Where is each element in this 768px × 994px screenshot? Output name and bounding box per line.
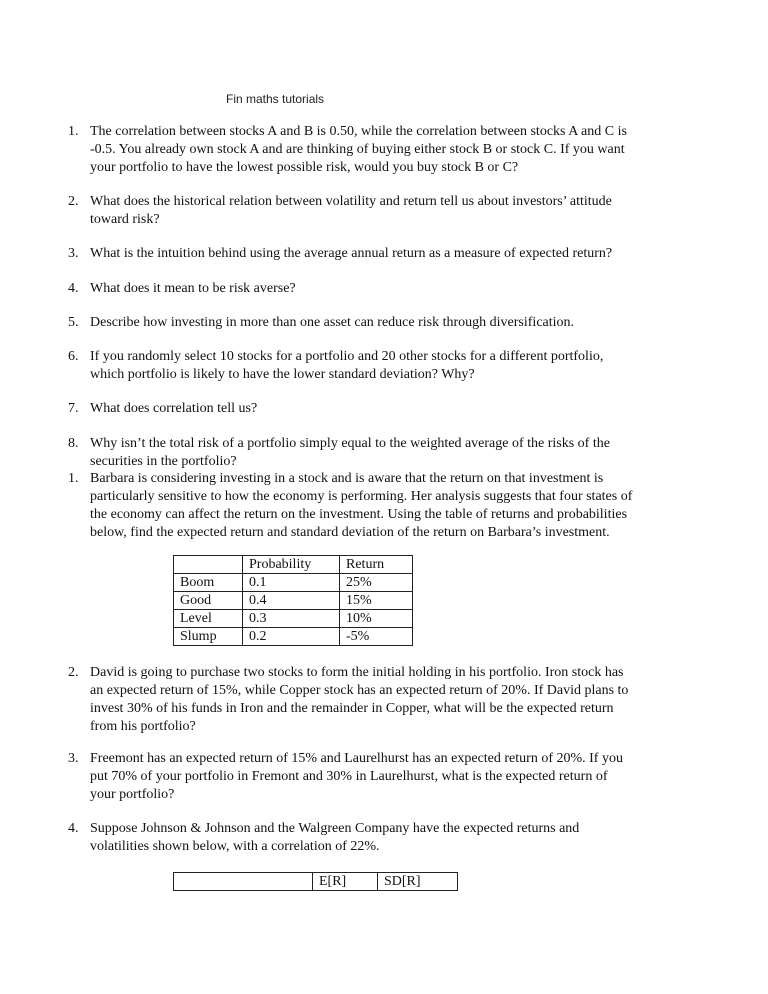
question-number: 6. [68,349,79,364]
table-cell: Slump [174,628,243,646]
table-cell: 0.2 [243,628,340,646]
question-number: 3. [68,751,79,766]
question-number: 3. [68,246,79,261]
question-number: 4. [68,821,79,836]
table-cell: Good [174,592,243,610]
table-header-cell: E[R] [313,873,378,891]
question-text: Why isn’t the total risk of a portfolio simply equal to the weighted average of the risks of the securities in the portfolio? [90,436,610,469]
table-row [174,592,413,610]
table-cell: 15% [340,592,413,610]
table-cell: -5% [340,628,413,646]
table-header-cell [174,556,243,574]
question-text: What does it mean to be risk averse? [90,281,296,296]
table-header-cell: Probability [243,556,340,574]
question-text: What is the intuition behind using the average annual return as a measure of expected return? [90,246,613,261]
question-number: 4. [68,281,79,296]
question-number: 2. [68,194,79,209]
table-cell: Level [174,610,243,628]
question-text: David is going to purchase two stocks to form the initial holding in his portfolio. Iron stock has an expected return of 15%, while Copper stock has an expected return of 20%. If David plans to invest 30% of his funds in Iron and the remainder in Copper, what will be the expected return from his portfolio? [90,665,629,734]
table-cell: 0.1 [243,574,340,592]
question-number: 1. [68,124,79,139]
table-header-cell: Return [340,556,413,574]
document-title: Fin maths tutorials [226,92,325,106]
question-number: 5. [68,315,79,330]
question-text: Suppose Johnson & Johnson and the Walgreen Company have the expected returns and volatilities shown below, with a correlation of 22%. [90,821,580,854]
table-row [174,628,413,646]
table-header-cell [174,873,313,891]
question-text: If you randomly select 10 stocks for a portfolio and 20 other stocks for a different portfolio, which portfolio is likely to have the lower standard deviation? Why? [90,349,604,382]
question-text: The correlation between stocks A and B is 0.50, while the correlation between stocks A and C is -0.5. You already own stock A and are thinking of buying either stock B or stock C. If you want your portfolio to have the lowest possible risk, would you buy stock B or C? [90,124,627,175]
table-cell: 25% [340,574,413,592]
returns-probabilities-table [173,555,413,646]
question-text: What does correlation tell us? [90,401,258,416]
question-text: Freemont has an expected return of 15% and Laurelhurst has an expected return of 20%. If you put 70% of your portfolio in Fremont and 30% in Laurelhurst, what is the expected return of your portfolio? [90,751,623,802]
question-text: What does the historical relation between volatility and return tell us about investors’ attitude toward risk? [90,194,612,227]
question-number: 1. [68,471,79,486]
jnj-walgreen-table [173,872,458,891]
question-number: 2. [68,665,79,680]
table-cell: 0.3 [243,610,340,628]
question-number: 8. [68,436,79,451]
table-header-cell: SD[R] [378,873,458,891]
question-text: Describe how investing in more than one asset can reduce risk through diversification. [90,315,575,330]
table-cell: 10% [340,610,413,628]
table-row [174,574,413,592]
table-header-row [174,556,413,574]
question-text: Barbara is considering investing in a stock and is aware that the return on that investment is particularly sensitive to how the economy is performing. Her analysis suggests that four states of the economy can affect the return on the investment. Using the table of returns and probabilities below, find the expected return and standard deviation of the return on Barbara’s investment. [90,471,633,540]
table-cell: Boom [174,574,243,592]
table-row [174,610,413,628]
table-header-row [174,873,458,891]
table-cell: 0.4 [243,592,340,610]
question-number: 7. [68,401,79,416]
